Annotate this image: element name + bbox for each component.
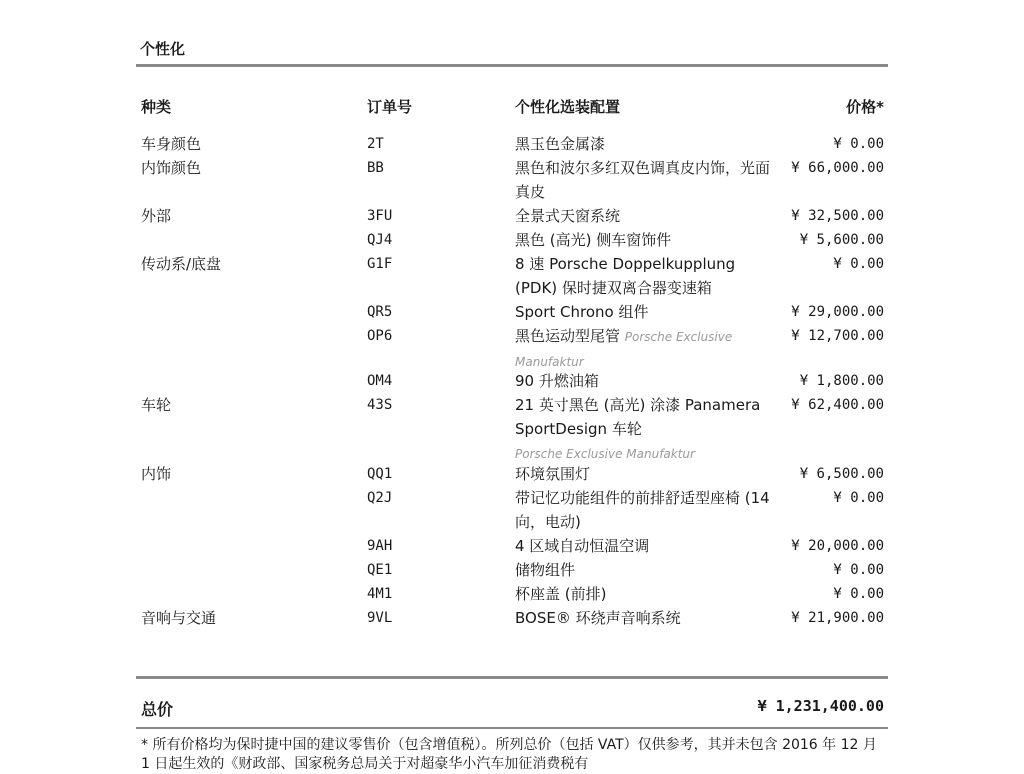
row-price: ¥ 0.00 [833, 490, 884, 506]
row-desc: Sport Chrono 组件 [515, 303, 649, 321]
table-row [0, 582, 1024, 606]
row-price: ¥ 5,600.00 [799, 232, 884, 248]
row-type: 音响与交通 [141, 609, 217, 627]
section-title: 个性化 [140, 40, 186, 58]
table-row [0, 324, 1024, 369]
total-value: ¥ 1,231,400.00 [757, 697, 884, 715]
total-label: 总价 [141, 700, 174, 719]
row-code: 4M1 [367, 586, 393, 602]
footnote: * 所有价格均为保时捷中国的建议零售价（包含增值税）。所列总价（包括 VAT）仅供参考，其并未包含 2016 年 12 月 1 日起生效的《财政部、国家税务总局关于对超豪华小汽车加征消费税有 [141, 737, 877, 772]
row-price: ¥ 12,700.00 [791, 328, 884, 344]
row-price: ¥ 0.00 [833, 586, 884, 602]
header-price: 价格* [846, 98, 884, 116]
table-row [0, 252, 1024, 300]
row-desc: 杯座盖 (前排) [515, 585, 607, 603]
row-price: ¥ 0.00 [833, 256, 884, 272]
options-table [0, 132, 1024, 630]
row-desc: BOSE® 环绕声音响系统 [515, 609, 681, 627]
row-desc: 21 英寸黑色 (高光) 涂漆 Panamera SportDesign 车轮 [515, 396, 761, 438]
header-code: 订单号 [367, 98, 413, 116]
row-desc: 黑色运动型尾管 [515, 327, 621, 345]
row-code: Q2J [367, 490, 393, 506]
exclusive-note: Porsche Exclusive Manufaktur [515, 447, 695, 461]
row-desc-wrap [515, 393, 780, 466]
row-price: ¥ 66,000.00 [791, 160, 884, 176]
table-row [0, 393, 1024, 462]
row-desc: 全景式天窗系统 [515, 207, 621, 225]
row-code: QQ1 [367, 466, 393, 482]
table-row [0, 204, 1024, 228]
row-price: ¥ 62,400.00 [791, 397, 884, 413]
row-type: 传动系/底盘 [141, 255, 222, 273]
exclusive-note: Porsche Exclusive Manufaktur [515, 330, 733, 369]
total-divider [136, 676, 888, 679]
table-row [0, 558, 1024, 582]
table-row [0, 300, 1024, 324]
table-row [0, 369, 1024, 393]
row-code: OP6 [367, 328, 393, 344]
row-code: G1F [367, 256, 393, 272]
row-code: QJ4 [367, 232, 393, 248]
row-code: 2T [367, 136, 384, 152]
table-row [0, 486, 1024, 534]
row-desc: 90 升燃油箱 [515, 372, 599, 390]
row-desc: 黑色和波尔多红双色调真皮内饰，光面真皮 [515, 159, 771, 201]
top-divider [136, 64, 888, 67]
table-row [0, 156, 1024, 204]
row-desc: 8 速 Porsche Doppelkupplung (PDK) 保时捷双离合器变速箱 [515, 255, 736, 297]
header-type: 种类 [141, 98, 172, 116]
table-row [0, 534, 1024, 558]
row-type: 内饰颜色 [141, 159, 202, 177]
row-type: 车身颜色 [141, 135, 202, 153]
row-desc-wrap [515, 324, 780, 374]
row-desc: 储物组件 [515, 561, 576, 579]
table-row [0, 606, 1024, 630]
table-row [0, 228, 1024, 252]
row-price: ¥ 1,800.00 [799, 373, 884, 389]
row-desc: 带记忆功能组件的前排舒适型座椅 (14 向，电动) [515, 489, 770, 531]
row-desc: 黑玉色金属漆 [515, 135, 606, 153]
table-row [0, 132, 1024, 156]
row-code: QE1 [367, 562, 393, 578]
row-price: ¥ 6,500.00 [799, 466, 884, 482]
row-type: 外部 [141, 207, 172, 225]
row-code: 9AH [367, 538, 393, 554]
row-price: ¥ 29,000.00 [791, 304, 884, 320]
row-code: OM4 [367, 373, 393, 389]
header-desc: 个性化选装配置 [515, 98, 621, 116]
row-code: QR5 [367, 304, 393, 320]
row-price: ¥ 32,500.00 [791, 208, 884, 224]
bottom-divider [136, 727, 888, 729]
row-code: BB [367, 160, 384, 176]
row-price: ¥ 0.00 [833, 136, 884, 152]
row-price: ¥ 0.00 [833, 562, 884, 578]
table-row [0, 462, 1024, 486]
row-code: 3FU [367, 208, 393, 224]
row-desc: 环境氛围灯 [515, 465, 591, 483]
row-code: 43S [367, 397, 393, 413]
row-type: 内饰 [141, 465, 172, 483]
table-header [0, 96, 1024, 118]
row-desc: 4 区域自动恒温空调 [515, 537, 650, 555]
row-price: ¥ 20,000.00 [791, 538, 884, 554]
row-type: 车轮 [141, 396, 172, 414]
row-price: ¥ 21,900.00 [791, 610, 884, 626]
row-desc: 黑色 (高光) 侧车窗饰件 [515, 231, 672, 249]
row-code: 9VL [367, 610, 393, 626]
